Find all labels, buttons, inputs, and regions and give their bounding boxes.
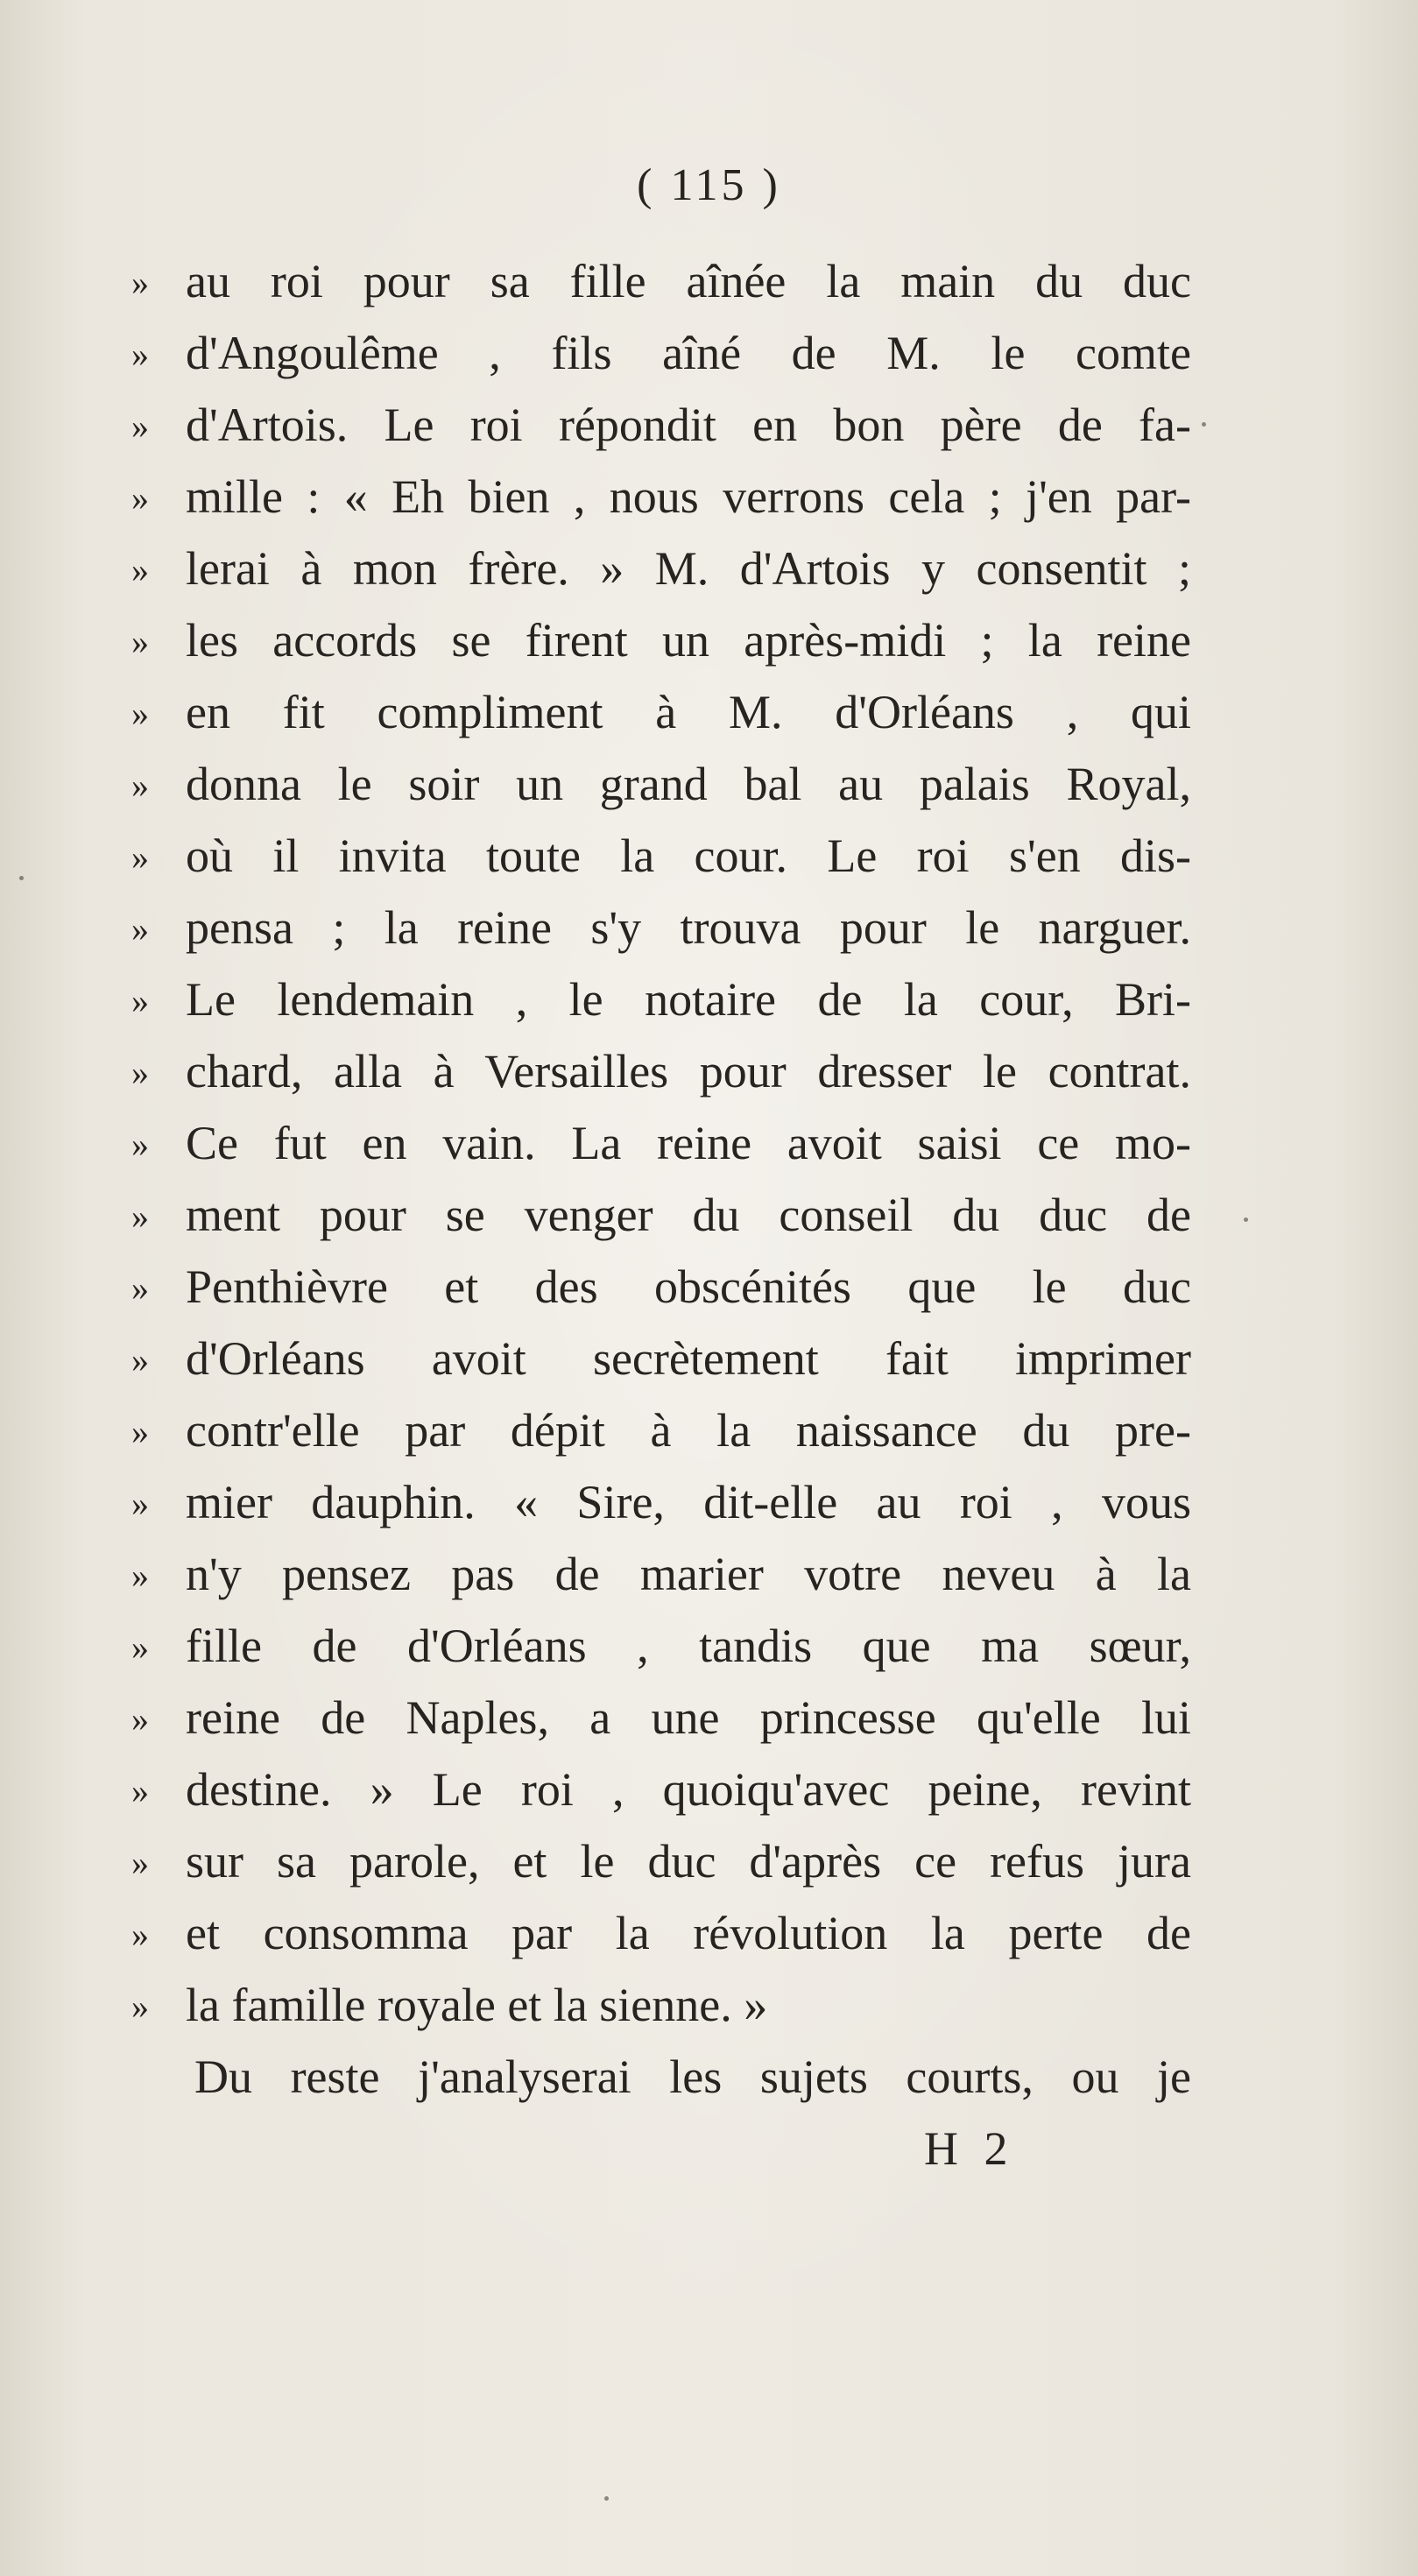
line-text: et consomma par la révolution la perte de [186,1907,1191,1959]
quote-mark: » [131,1915,149,1954]
quote-mark: » [131,1843,149,1882]
quote-mark: » [131,478,149,518]
text-block [131,251,1191,2118]
line-text: reine de Naples, a une princesse qu'elle lui [186,1691,1191,1744]
quote-mark: » [131,1556,149,1595]
text-line [131,753,1191,825]
text-line [131,1902,1191,1974]
signature-mark: H 2 [924,2122,1015,2175]
line-text: chard, alla à Versailles pour dresser le contrat. [186,1045,1191,1097]
text-line [131,1831,1191,1902]
text-line [131,466,1191,538]
quote-mark: » [131,622,149,661]
line-text: où il invita toute la cour. Le roi s'en dis- [186,829,1191,882]
text-line [131,1687,1191,1759]
quote-mark: » [131,981,149,1020]
line-text: fille de d'Orléans , tandis que ma sœur, [186,1620,1191,1672]
quote-mark: » [131,1196,149,1236]
text-line [131,251,1191,322]
speck [1244,1217,1248,1222]
speck [604,2496,609,2501]
text-line [131,1184,1191,1256]
quote-mark: » [131,1340,149,1380]
text-line [131,1256,1191,1328]
line-text: ment pour se venger du conseil du duc de [186,1189,1191,1241]
text-line [131,897,1191,969]
text-line [131,1041,1191,1112]
line-text: Le lendemain , le notaire de la cour, Bri- [186,973,1191,1026]
text-line [131,1759,1191,1831]
line-text: Penthièvre et des obscénités que le duc [186,1260,1191,1313]
quote-mark: » [131,1987,149,2026]
speck [19,876,24,880]
quote-mark: » [131,837,149,877]
quote-mark: » [131,406,149,446]
text-line [131,1615,1191,1687]
line-text: pensa ; la reine s'y trouva pour le narguer. [186,901,1191,954]
line-text: lerai à mon frère. » M. d'Artois y consentit ; [186,542,1191,595]
quote-mark: » [131,1125,149,1164]
text-line [131,1400,1191,1471]
line-text: donna le soir un grand bal au palais Royal, [186,758,1191,810]
line-text: destine. » Le roi , quoiqu'avec peine, revint [186,1763,1191,1816]
line-text: Du reste j'analyserai les sujets courts, ou je [194,2050,1191,2103]
line-text: sur sa parole, et le duc d'après ce refus jura [186,1835,1191,1888]
quote-mark: » [131,1699,149,1739]
quote-mark: » [131,1627,149,1667]
speck [1202,422,1206,427]
quote-mark: » [131,1053,149,1092]
text-line [131,394,1191,466]
text-line [131,322,1191,394]
quote-mark: » [131,1484,149,1523]
line-text: au roi pour sa fille aînée la main du duc [186,255,1191,307]
text-line [131,969,1191,1041]
text-line [131,825,1191,897]
quote-mark: » [131,766,149,805]
quote-mark: » [131,263,149,302]
text-line [131,681,1191,753]
quote-mark: » [131,694,149,733]
text-line [131,2046,1191,2118]
text-line [131,1112,1191,1184]
quote-mark: » [131,1268,149,1308]
line-text: mier dauphin. « Sire, dit-elle au roi , vous [186,1476,1191,1528]
line-text: la famille royale et la sienne. » [186,1979,768,2031]
text-line [131,610,1191,681]
quote-mark: » [131,909,149,949]
line-text: d'Artois. Le roi répondit en bon père de fa- [186,399,1191,451]
line-text: d'Orléans avoit secrètement fait imprimer [186,1332,1191,1385]
line-text: n'y pensez pas de marier votre neveu à la [186,1548,1191,1600]
line-text: Ce fut en vain. La reine avoit saisi ce mo- [186,1117,1191,1169]
line-text: d'Angoulême , fils aîné de M. le comte [186,327,1191,379]
quote-mark: » [131,550,149,589]
text-line [131,538,1191,610]
line-text: les accords se firent un après-midi ; la reine [186,614,1191,667]
text-line [131,1543,1191,1615]
quote-mark: » [131,335,149,374]
line-text: en fit compliment à M. d'Orléans , qui [186,686,1191,738]
line-text: mille : « Eh bien , nous verrons cela ; j'en par- [186,470,1191,523]
quote-mark: » [131,1412,149,1451]
text-line [131,1974,1191,2046]
text-line [131,1471,1191,1543]
text-line [131,1328,1191,1400]
quote-mark: » [131,1771,149,1810]
page-number: ( 115 ) [637,160,781,210]
line-text: contr'elle par dépit à la naissance du pre- [186,1404,1191,1457]
